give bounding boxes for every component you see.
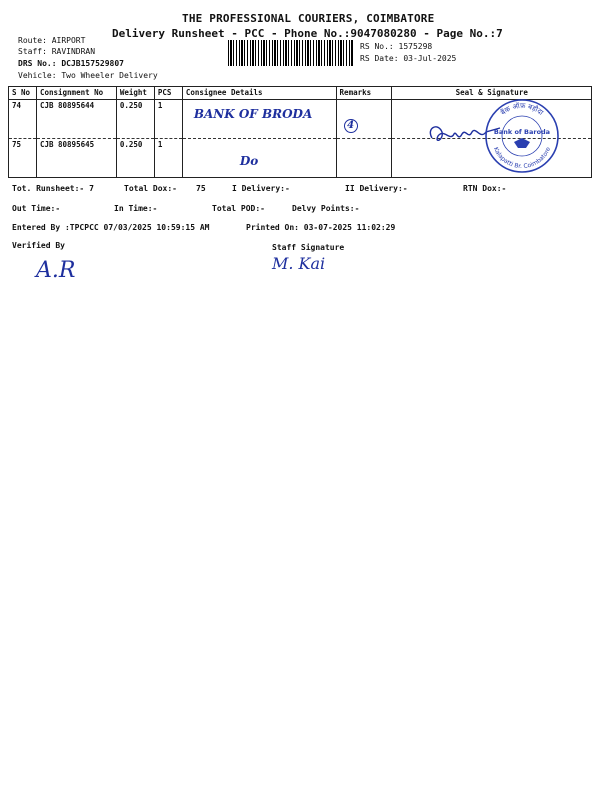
cell-pcs: 1 <box>154 139 182 178</box>
col-header-consignment: Consignment No <box>36 87 116 100</box>
rs-date: RS Date: 03-Jul-2025 <box>360 54 457 63</box>
vehicle-label: Vehicle: Two Wheeler Delivery <box>18 71 158 80</box>
total-dox-label: Total Dox:- <box>124 184 177 193</box>
first-delivery: I Delivery:- <box>232 184 290 193</box>
route-label: Route: AIRPORT <box>18 36 86 45</box>
in-time: In Time:- <box>114 204 158 213</box>
company-title: THE PROFESSIONAL COURIERS, COIMBATORE <box>182 12 435 25</box>
consignee-handwriting: Do <box>239 154 259 168</box>
seal-text-top: बैंक ऑफ़ बड़ौदा <box>499 101 545 117</box>
total-runsheet: Tot. Runsheet:- 7 <box>12 184 94 193</box>
out-time: Out Time:- <box>12 204 61 213</box>
cell-weight: 0.250 <box>116 139 154 178</box>
second-delivery: II Delivery:- <box>345 184 408 193</box>
entered-by: Entered By :TPCPCC 07/03/2025 10:59:15 AM <box>12 223 210 232</box>
seal-text-brand: Bank of Baroda <box>493 128 551 136</box>
cell-remarks <box>336 139 392 178</box>
col-header-weight: Weight <box>116 87 154 100</box>
col-header-consignee: Consignee Details <box>182 87 336 100</box>
rtn-dox: RTN Dox:- <box>463 184 507 193</box>
cell-consignment: CJB 80895644 <box>36 100 116 139</box>
staff-signature: M. Kai <box>272 254 326 273</box>
total-pod: Total POD:- <box>212 204 265 213</box>
rs-number: RS No.: 1575298 <box>360 42 433 51</box>
cell-remarks <box>336 100 392 139</box>
col-header-remarks: Remarks <box>336 87 392 100</box>
cell-consignee <box>182 100 336 139</box>
drs-number: DRS No.: DCJB157529807 <box>18 59 124 68</box>
cell-weight: 0.250 <box>116 100 154 139</box>
seal-text-branch: Kalapatti Br. Coimbatore <box>491 146 553 171</box>
bank-logo-icon <box>514 138 530 148</box>
verified-by-label: Verified By <box>12 241 65 250</box>
verifier-signature: A.R <box>36 258 76 283</box>
cell-sno: 74 <box>9 100 37 139</box>
cell-consignee <box>182 139 336 178</box>
remarks-handwriting: 4 <box>344 119 358 133</box>
cell-sno: 75 <box>9 139 37 178</box>
svg-text:Kalapatti Br. Coimbatore <box>492 146 552 170</box>
col-header-seal: Seal & Signature <box>392 87 592 100</box>
bank-seal-stamp <box>484 98 560 174</box>
col-header-pcs: PCS <box>154 87 182 100</box>
staff-signature-label: Staff Signature <box>272 243 345 252</box>
total-dox-value: 75 <box>196 184 206 193</box>
printed-on: Printed On: 03-07-2025 11:02:29 <box>246 223 396 232</box>
staff-label: Staff: RAVINDRAN <box>18 47 96 56</box>
runsheet-subtitle: Delivery Runsheet - PCC - Phone No.:9047080280 - Page No.:7 <box>112 27 503 40</box>
delivery-points: Delvy Points:- <box>292 204 360 213</box>
col-header-sno: S No <box>9 87 37 100</box>
consignee-handwriting: BANK OF BRODA <box>193 107 313 121</box>
cell-consignment: CJB 80895645 <box>36 139 116 178</box>
barcode <box>228 40 354 66</box>
cell-pcs: 1 <box>154 100 182 139</box>
